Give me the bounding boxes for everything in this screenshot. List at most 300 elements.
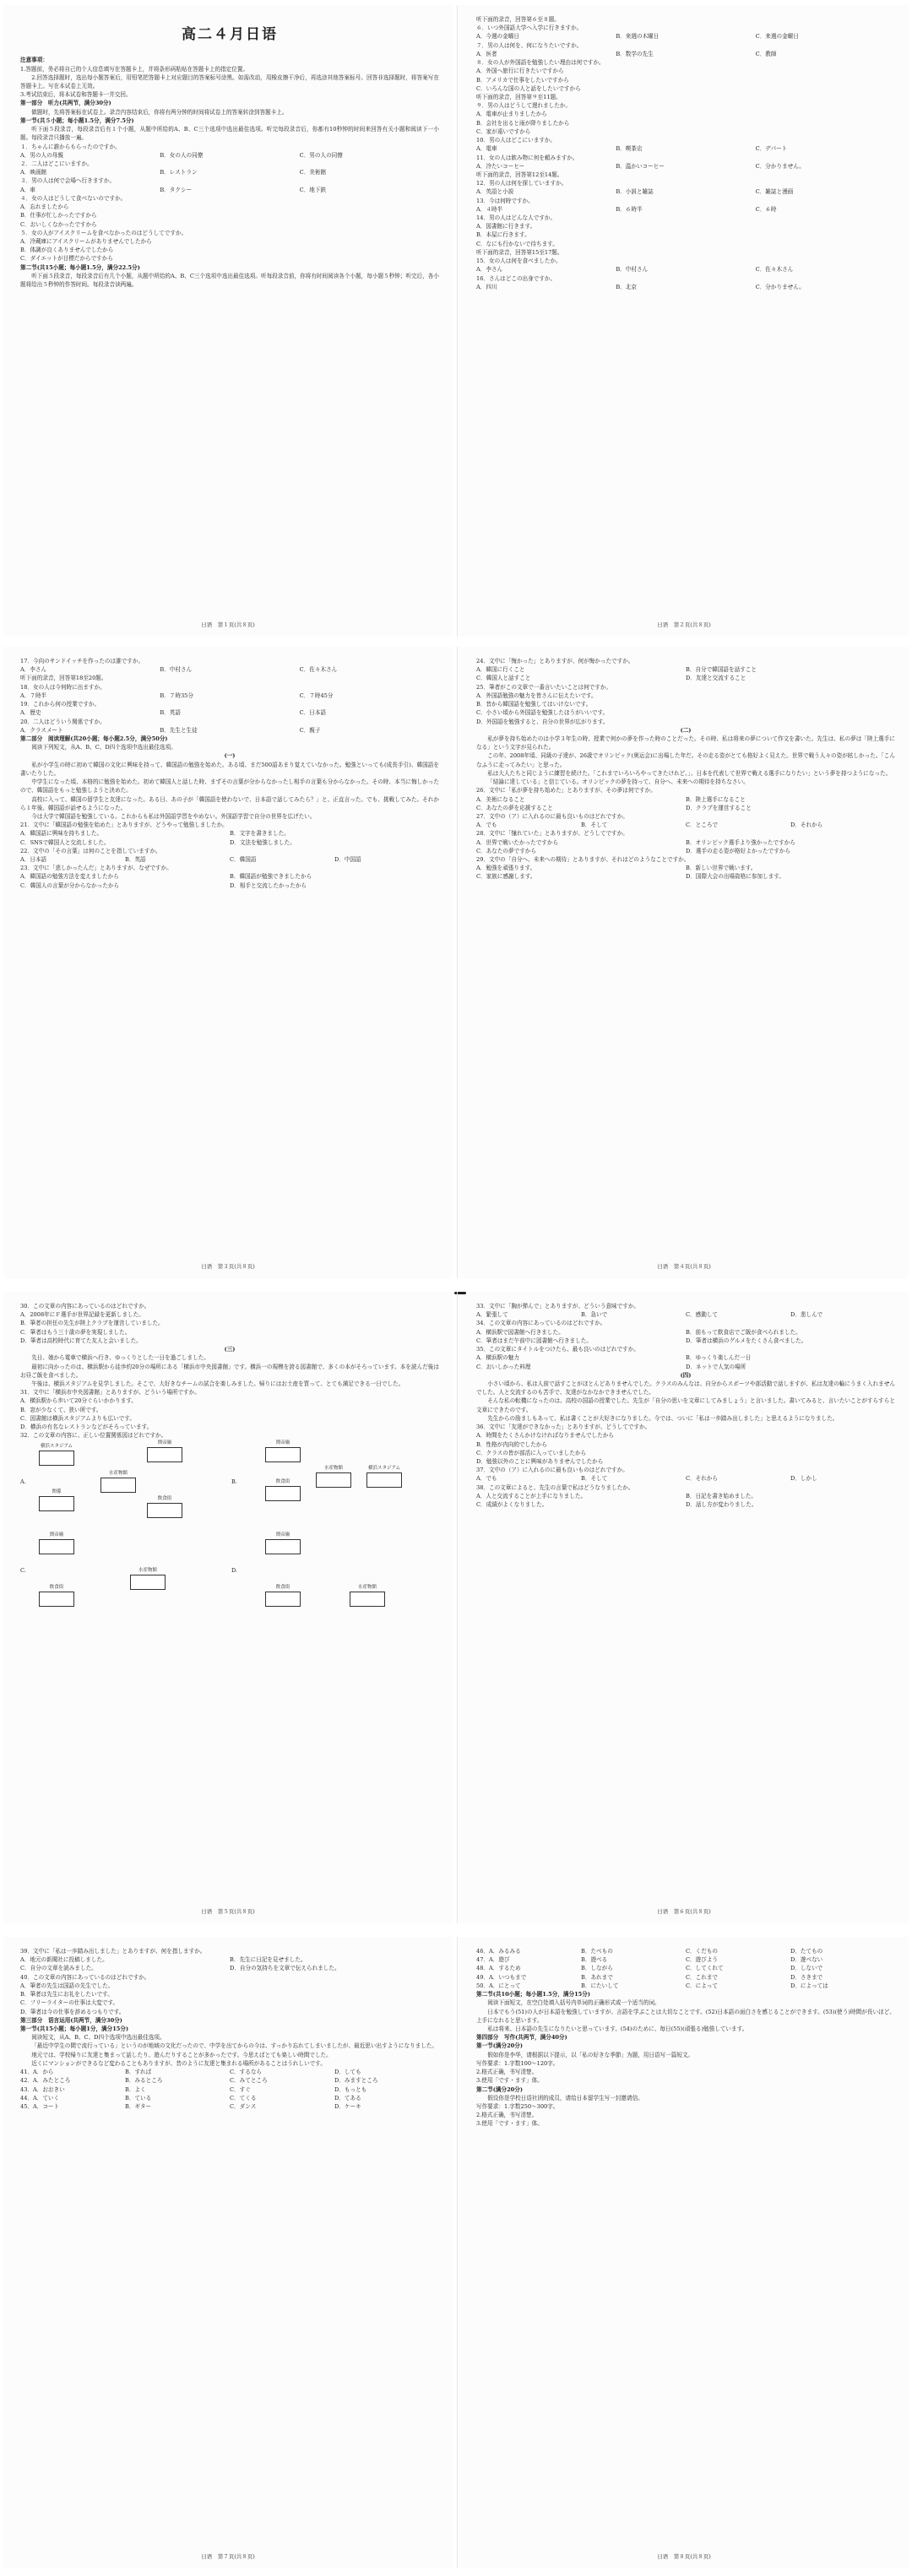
text-line: C．いろんな国の人と話をしたいですから [476,84,581,92]
answer-option: 49．A．いつもまで [476,1973,527,1981]
section-heading: 第四部分 写作(共两节，满分40分) [476,2034,567,2042]
answer-option: A．日本語 [20,856,47,864]
paragraph: 私が小学生の時に初めて韓国の文化に興味を持って、韓国語の勉強を始めた。ある頃、まだ500語あまり覚えていなかった。勉強といっても(成長手引)、韓国語を書いたりした。 [20,761,439,777]
text-line: 12．男の人は何を探していますか。 [476,180,567,187]
text-line: C．なにも行かないで待ちます。 [476,240,558,247]
section-heading: 第二节(共15小题；每小题1.5分，满分22.5分) [20,263,140,271]
answer-option: 46．A．みるみる [476,1948,521,1955]
answer-option: C．おいしかった料理 [476,1363,531,1370]
answer-option: B．英語 [125,856,146,864]
paragraph: 先生からの励ましもあって、私は書くことが大好きになりました。今では、ついに「私は一歩踏み出しました」と思えるようになりました。 [487,1414,839,1422]
diagram-box: 水産物館 [316,1472,351,1488]
paragraph: 假如你是李华，请根据以下提示，以「私の好きな季節」为题，用日语写一篇短文。 [487,2051,694,2058]
answer-options-row [20,2102,439,2111]
text-line: A．2008年にＦ選手が世界記録を更新しました。 [20,1311,144,1319]
section-heading: 第一节(共15小题；每小题1分，满分15分) [20,2025,129,2032]
answer-option: D．悲しんで [790,1311,823,1319]
diagram-label: D. [231,1566,238,1574]
answer-option: C．分かりません。 [755,283,805,290]
page-footer: 日语 第４页(共８页) [657,1263,711,1270]
answer-option: A．冷たいコーヒー [476,162,525,170]
answer-option: 42．A．みたところ [20,2077,71,2085]
text-line: 16．さんはどこの出身ですか。 [476,274,556,282]
answer-option: C．韓国人の言葉が分からなかったから [20,881,120,889]
answer-options-row [476,1363,895,1371]
answer-option: A．クラスメート [20,726,63,734]
answer-option: D．みますところ [334,2077,378,2085]
paragraph: 「最近中学生の間で流行っている」というのが地域の文化だったので、中学を出てからの今は、すっかり忘れてしまいましたが、最近思い出すようになりました。 [31,2042,437,2050]
answer-options-row [20,726,439,735]
page-footer: 日语 第３页(共８页) [201,1263,255,1270]
answer-option: C．デパート [755,145,788,153]
text-line: A．時間をたくさんかけなければなりませんでしたから [476,1432,615,1440]
answer-option: A．医者 [476,50,497,57]
answer-option: B．ゆっくり楽しんだ一日 [686,1354,752,1362]
text-line: 听下面的录音，回答第６至８题。 [476,16,560,23]
answer-option: B．ギター [125,2102,152,2110]
text-line: A．外国語勉強の魅力を皆さんに伝えたいです。 [476,691,597,699]
sheet-1 [3,5,909,637]
answer-option: B．来週の木曜日 [616,33,660,41]
answer-options-row [476,665,895,674]
text-line: ５．女の人がアイスクリームを食べなかったのはどうしてですか。 [20,229,187,236]
answer-option: D．国際大会の出場資格に参加します。 [686,873,784,881]
text-line: C．筆者はもう三十歳の夢を実現しました。 [20,1328,131,1336]
answer-options-row [20,708,439,717]
text-line: C．図書館は横浜スタジアムよりも広いです。 [20,1414,135,1422]
answer-option: B．韓国語が勉強できましたから [230,873,312,881]
paragraph: 「結論に達している」と信じている。オリンピックの夢を持って、自分へ、未来への期待を持ちなさい。 [487,778,749,786]
text-line: 3.使用「です・ます」体。 [476,2077,543,2085]
answer-option: B．北京 [616,283,637,290]
answer-options-row [20,829,439,838]
paragraph: 午後は、横浜スタジアムを見学しました。そこで、大好きなチームの試合を楽しみました。帰りにはお土産を買って、とても満足できる一日でした。 [31,1380,404,1387]
page-8 [459,1937,909,2568]
answer-option: D．てある [334,2094,361,2101]
answer-option: 48．A．するため [476,1965,521,1972]
text-line: C．家が遠いですから [476,127,531,135]
paragraph: 先日、娘から電車で横浜へ行き、ゆっくりとした一日を過ごしました。 [31,1354,209,1362]
text-line: A．電車が止まりましたから [476,111,547,118]
answer-option: D．遊べない [790,1956,823,1964]
text-line: D．筆者は高校時代に育てた友人と会いました。 [20,1337,142,1344]
page-6-content [476,1302,895,1509]
answer-option: A．車 [20,186,35,193]
text-line: C．おいしくなかったですから [20,220,97,228]
answer-options-row [476,1337,895,1345]
exam-title: 高二４月日语 [182,26,278,43]
text-line: 35．この文章にタイトルをつけたら、最も良いのはどれですか。 [476,1346,639,1353]
answer-option: C．教師 [755,50,777,57]
text-line: 22．文中の「その言葉」は何のことを指していますか。 [20,847,161,854]
answer-option: C．これまで [686,1973,719,1981]
page-footer: 日语 第７页(共８页) [201,2553,255,2560]
answer-option: B．数学の先生 [616,50,654,57]
answer-option: D．筆者は横浜のグルメをたくさん食べました。 [686,1337,807,1344]
diagram-box: 横浜スタジアム [39,1451,74,1466]
answer-option: A．電車 [476,145,497,153]
answer-options-row [476,838,895,847]
answer-option: A．４時半 [476,205,503,213]
text-line: ３．男の人は何で会場へ行きますか。 [20,177,116,185]
paragraph: そんな私の転機になったのは、高校の国語の授業でした。先生が「自分の思いを文章にしてみましょう」と言いました。書いてみると、言いたいことがすらすらと文章にできたのです。 [476,1397,895,1413]
answer-option: B．前もって飲食店でご飯が食べられました。 [686,1328,801,1336]
diagram-box: 関帝廟 [39,1539,74,1554]
diagram-label: B. [231,1478,237,1485]
page-3-content [20,657,439,890]
answer-option: A．７時半 [20,691,47,699]
paragraph: 阅读下列短文，从A、B、C、D四个选项中选出最佳选项。 [31,744,176,751]
diagram-box: 水産物館 [350,1592,385,1607]
diagram-option-c [20,1532,198,1613]
paragraph: 最初に向かったのは、横浜駅から徒歩約20分の場所にある「横浜市中央図書館」です。横浜一の規模を誇る図書館で、多くの本がそろっています。本を読んだ後はお昼ご飯を食べました。 [20,1363,439,1379]
page-2 [459,5,909,637]
answer-options-row [476,1310,895,1319]
answer-options-row [476,1474,895,1483]
answer-options-row [20,855,439,864]
diagram-box: 水産物館 [100,1478,136,1493]
answer-option: B．よく [125,2085,146,2093]
answer-options-row [20,151,439,160]
text-line: 听下面的录音，回答第15至17题。 [476,248,563,256]
text-line: 3.使用「です・ます」体。 [476,2120,543,2128]
diagram-label: C. [20,1566,26,1574]
answer-option: B．急いで [581,1311,608,1319]
text-line: B．昔から韓国語を勉強してはいけないです。 [476,701,592,708]
text-line: 30．この文章の内容にあっているのはどれですか。 [20,1303,150,1310]
answer-options-row [476,144,895,153]
answer-option: A．美術になること [476,795,525,803]
text-line: A．図書館に行きます。 [476,223,536,230]
page-footer: 日语 第８页(共８页) [657,2553,711,2560]
text-line: 36．文中に「友達ができなかった」とありますが、どうしてですか。 [476,1424,651,1431]
answer-option: B．にたいして [581,1982,619,1989]
answer-option: B．ている [125,2094,152,2101]
answer-option: C．分かりません。 [755,162,805,170]
answer-options-row [476,205,895,214]
answer-option: D．しかし [790,1475,817,1483]
answer-option: A．緊張して [476,1311,508,1319]
diagram-option-a [20,1440,198,1524]
answer-options-row [476,1500,895,1509]
answer-option: B．６時半 [616,205,643,213]
text-line: 39．文中に「私は一歩踏み出しました」とありますが、何を指しますか。 [20,1948,206,1955]
answer-option: C．ダンス [230,2102,257,2110]
paragraph: 假设你是学校日语社团的成员，请给日本留学生写一封邀请信。 [487,2094,643,2101]
answer-option: B．みるところ [125,2077,163,2085]
answer-options-row [476,265,895,274]
text-line: ４．女の人はどうして食べないのですか。 [20,194,127,202]
paragraph: 私は将来、日本語の先生になりたいと思っています。(54)のために、毎日(55)(頑張る)勉強しています。 [487,2025,748,2032]
text-line: 听下面的录音，回答第18至20题。 [20,675,107,682]
answer-option: A．でも [476,1475,497,1483]
answer-options-row [20,1964,439,1972]
answer-options-row [476,1982,895,1990]
text-line: D．外国語を勉強すると、自分の世界が広がります。 [476,718,609,725]
answer-options-row [20,1955,439,1964]
page-1 [3,5,453,637]
paragraph: 日本でもう(51)の人が日本語を勉強していますが、言語を学ぶことは大切なことです。(52)日本語の面白さを感じることができます。(53)(使う)時間が長いほど、上手になれると思います。 [476,2008,895,2024]
text-line: C．ダイエットが目標だからですから [20,255,113,263]
text-line: 38．この文章によると、先生の言葉で私はどうなりましたか。 [476,1483,634,1491]
answer-options-row [476,187,895,196]
text-line: 写作要求：1.字数100～120字。 [476,2059,559,2067]
paragraph: 今は大学で韓国語を勉強している。これからも私は外国語学習をやめない。外国語学習で自分の世界を広げたい。 [31,812,316,820]
text-line: 37．文中の（ア）に入れるのに最も良いものはどれですか。 [476,1467,628,1474]
answer-option: D．さきまで [790,1973,823,1981]
page-5 [3,1292,453,1923]
answer-option: A．勉強を頑張ります。 [476,865,536,872]
text-line: 40．この文章の内容にあっているのはどれですか。 [20,1973,150,1981]
page-4 [459,647,909,1278]
paragraph: 做题时，先将答案标在试卷上。录音内容结束后，你将有两分钟的时间将试卷上的答案转涂到答题卡上。 [31,108,288,116]
answer-options-row [476,795,895,804]
diagram-box: 飲食街 [39,1592,74,1607]
answer-options-row [20,665,439,674]
answer-option: 47．A．遊び [476,1956,510,1964]
text-line: 2.格式正确，书写清楚。 [476,2112,538,2119]
text-line: 31．文中に「横浜市中央図書館」とありますが、どういう場所ですか。 [20,1389,200,1396]
section-heading: 第二节(共10小题；每小题1.5分，满分15分) [476,1991,590,1998]
answer-option: C．すぐ [230,2085,251,2093]
text-line: C．クラスの皆が部活に入っていましたから [476,1449,587,1456]
diagram-label: A. [20,1478,26,1485]
answer-option: C．それから [686,1475,719,1483]
answer-option: C．来週の金曜日 [755,33,799,41]
answer-options-row [476,1973,895,1982]
answer-option: B．自分で韓国語を話すこと [686,666,757,674]
text-line: 27．文中の（ア）に入れるのに最も良いものはどれですか。 [476,812,628,820]
answer-option: C．自分の文章を読みました。 [20,1965,97,1972]
answer-option: 44．A．ていく [20,2094,60,2101]
text-line: C．フリーライターの仕事は大変です。 [20,1999,119,2007]
answer-option: A．横浜駅で図書館へ行きました。 [476,1328,564,1336]
text-line: B．仕事が忙しかったですから [20,212,97,220]
diagram-box: 関係 [39,1496,74,1511]
answer-option: C．てくる [230,2094,257,2101]
answer-option: B．タクシー [160,186,193,193]
section-heading: 第一节(共５小题；每小题1.5分，满分7.5分) [20,117,134,124]
answer-option: A．今週の金曜日 [476,33,519,41]
answer-option: B．オリンピック選手より強かったですから [686,838,795,846]
answer-option: D．友達と交流すること [686,675,746,682]
text-line: 23．文中に「悲しかったんだ」とありますが、なぜですか。 [20,865,172,872]
diagram-box: 飲食街 [147,1503,182,1518]
text-line: ７．男の人は何を、何になりたいですか。 [476,41,583,49]
text-line: １．ちゃんに誰からもらったのですか。 [20,143,121,150]
text-line: ９．男の人はどうして遅れましたか。 [476,102,572,110]
section-heading: 第二节(满分20分) [476,2085,523,2093]
answer-option: D．ケーキ [334,2102,361,2110]
scan-mark [454,1292,466,1294]
answer-option: A．四川 [476,283,497,290]
text-line: B．窓が少なくて、狭い所です。 [20,1406,102,1413]
passage-number: (二) [680,726,692,734]
text-line: B．アメリカで仕事をしたいですから [476,76,569,84]
answer-options-row [476,1328,895,1337]
answer-option: A．李さん [20,666,47,674]
answer-option: D．たてもの [790,1948,823,1955]
location-diagrams [20,1440,439,1617]
text-line: 21．文中に「韓国語の勉強を始めた」とありますが、どうやって勉強しましたか。 [20,822,228,829]
sheet-2 [3,647,909,1278]
answer-option: C．男の人の同僚 [299,151,343,159]
passage-number: (一) [224,752,236,760]
answer-option: D．しても [334,2069,361,2076]
answer-option: C．あなたの夢ですから [476,847,536,854]
page-3 [3,647,453,1278]
page-7-content [20,1947,439,2111]
page-5-content [20,1302,439,1440]
answer-option: D．によっては [790,1982,828,1989]
text-line: 10．男の人はどこにいますか。 [476,137,556,144]
answer-option: B．新しい世界で戦います。 [686,865,757,872]
diagram-box: 横浜スタジアム [366,1472,402,1488]
answer-option: A．韓国語に興味を持ちました。 [20,830,103,838]
diagram-box: 飲食街 [265,1486,301,1501]
answer-option: C．韓国語 [230,856,257,864]
answer-option: D．文法を勉強しました。 [230,838,296,846]
answer-options-row [20,186,439,194]
answer-option: D．自分の気持ちを文章で伝えられました。 [230,1965,340,1972]
text-line: C．小さい頃から外国語を勉強したほうがいいです。 [476,709,609,717]
answer-option: A．韓国に行くこと [476,666,525,674]
text-line: D．勉強以外のことに興味がありませんでしたから [476,1457,604,1465]
page-footer: 日语 第６页(共８页) [657,1908,711,1915]
answer-option: C．地下鉄 [299,186,327,193]
answer-option: C．あなたの夢を応援すること [476,804,553,811]
answer-options-row [476,1947,895,1955]
text-line: 25．筆者がこの文章で一番言いたいことは何ですか。 [476,683,612,691]
answer-options-row [476,674,895,682]
text-line: B．性格が内向的でしたから [476,1440,547,1448]
diagram-box: 関帝廟 [265,1447,301,1462]
page-2-content [476,15,895,291]
text-line: ２．二人はどこにいますか。 [20,160,93,167]
diagram-box: 関帝廟 [265,1539,301,1554]
answer-option: B．あれまで [581,1973,613,1981]
answer-option: C．佐々木さん [299,666,338,674]
paragraph: 听下面５段录音，每段录音后有几个小题，从题中所给的A、B、C三个选项中选出最佳选项。听每段录音前，你将有时间阅读各个小题，每小题５秒钟；听完后，各小题将给出５秒钟的作答时间。每段录音读两遍。 [20,272,439,289]
answer-option: C．７時45分 [299,691,334,699]
answer-option: B．文字を書きました。 [230,830,290,838]
section-heading: 第一部分 听力(共两节，满分30分) [20,100,111,107]
answer-option: C．くだもの [686,1948,719,1955]
text-line: 写作要求：1.字数250～300字。 [476,2102,559,2110]
answer-option: A．男の人の母親 [20,151,63,159]
answer-options-row [476,821,895,829]
answer-option: C．するなら [230,2069,263,2076]
answer-option: C．韓国人と話すこと [476,675,531,682]
diagram-box: 飲食街 [265,1592,301,1607]
answer-option: B．温かいコーヒー [616,162,665,170]
text-line: 听下面的录音，回答第12至14题。 [476,171,563,178]
paragraph: 高校に入って、韓国の留学生と友達になった。ある日、あの子が「韓国語を使わないで、日本語で話してみたら？」と、正直言った。でも、挑戦してみた。それから１年後、韓国語が話せるようになった。 [20,795,439,811]
answer-options-row [476,50,895,58]
answer-options-row [476,1964,895,1972]
answer-option: B．先生と生徒 [160,726,198,734]
page-4-content [476,657,895,881]
paragraph: 近くにマンションができるなど変わることもありますが、昔のように友達と集まれる場所があることはうれしいです。 [31,2059,326,2067]
answer-options-row [476,32,895,41]
answer-option: A．映画館 [20,169,47,176]
answer-option: C．佐々木さん [755,266,794,274]
answer-options-row [476,1492,895,1500]
answer-options-row [20,2068,439,2076]
answer-option: B．女の人の同僚 [160,151,204,159]
answer-option: B．日記を書き始めました。 [686,1492,757,1500]
answer-option: B．先生に日記を見せました。 [230,1956,307,1964]
paragraph: 阅读下面短文，在空白处填入括号内单词的正确形式或一个适当的词。 [487,1999,660,2007]
answer-options-row [476,847,895,855]
answer-option: A．韓国語の勉強方法を変えましたから [20,873,119,881]
text-line: 1.答题前，务必将自己的个人信息填写在答题卡上，并将条形码粘贴在答题卡上的指定位置。 [20,65,249,73]
answer-options-row [476,864,895,872]
answer-option: A．歴史 [20,709,41,717]
text-line: 听下面的录音，回答第９至11题。 [476,93,562,100]
text-line: ６．いつ外国語大学へ入学に行きますか。 [476,24,583,32]
paragraph: 私は大人たちと同じように練習を続けた。「これまでいろいろやってきたけれど、」、日本を代表して世界で戦える選手になりたい」という夢を持つようになった。 [487,769,892,777]
text-line: 15．女の人は何を食べましたか。 [476,258,562,265]
answer-option: C．してくれて [686,1965,724,1972]
paragraph: 阅读短文，从A、B、C、D四个选项中选出最佳选项。 [31,2034,166,2042]
section-heading: 第一节(满分20分) [476,2042,523,2050]
text-line: A．冷蔵庫にアイスクリームがありませんでしたから [20,237,152,245]
answer-option: C．美術館 [299,169,327,176]
answer-option: D．ネットで人気の場所 [686,1363,746,1370]
answer-option: C．日本語 [299,709,327,717]
section-heading: 第二部分 阅读理解(共20小题；每小题2.5分，满分50分) [20,735,168,742]
answer-options-row [20,872,439,881]
answer-option: D．もっとも [334,2085,367,2093]
answer-option: 41．A．から [20,2069,54,2076]
answer-option: C．によって [686,1982,719,1989]
answer-option: D．しないで [790,1965,823,1972]
answer-option: B．すれば [125,2069,152,2076]
page-7 [3,1937,453,2568]
answer-option: B．中村さん [616,266,649,274]
paragraph: 中学生になった頃、本格的に勉強を始めた。初めて韓国人と話した時、まずその言葉が分からなかったし相手の言葉も分からなかった。その時、本当に悔しかったので、韓国語をもっと勉強しようと決めた。 [20,778,439,794]
answer-option: A．世界で戦いたかったですから [476,838,559,846]
answer-option: 43．A．おおきい [20,2085,65,2093]
text-line: 11．女の人は飲み物に何を頼みますか。 [476,154,578,161]
answer-option: C．筆者はまだ午前中に図書館へ行きました。 [476,1337,592,1344]
text-line: D．筆者は今の仕事を辞めるつもりです。 [20,2008,125,2015]
text-line: B．会社を出ると雨が降りましたから [476,119,570,127]
paragraph: 2.回答选择题时，选出每小题答案后，用铅笔把答题卡上对应题目的答案标号涂黑。如需改动，用橡皮擦干净后，再选涂其他答案标号。回答非选择题时，将答案写在答题卡上。写在本试卷上无效。 [20,73,439,89]
text-line: B．筆者は先生にお礼をしたいです。 [20,1991,113,1998]
text-line: A．横浜駅から歩いて20分ぐらいかかります。 [20,1397,137,1405]
text-line: 18．女の人は今何時に出ますか。 [20,683,106,691]
answer-options-row [476,1353,895,1362]
answer-option: B．７時35分 [160,691,193,699]
answer-option: C．SNSで韓国人と交流しました。 [20,838,110,846]
text-line: A．外国へ旅行に行きたいですから [476,68,564,75]
text-line: B．体調が良くありませんでしたから [20,247,114,254]
answer-option: 45．A．コート [20,2102,60,2110]
answer-option: D．クラブを運営すること [686,804,752,811]
diagram-box: 関帝廟 [147,1447,182,1462]
text-line: 17．今向のサンドイッチを作ったのは誰ですか。 [20,658,144,664]
answer-options-row [476,283,895,291]
answer-option: A．人と交流することが上手になりました。 [476,1492,587,1500]
text-line: 3.考试结束后，将本试卷和答题卡一并交回。 [20,91,132,99]
answer-options-row [476,1955,895,1964]
answer-option: A．地元の新聞社に投稿しました。 [20,1956,108,1964]
answer-options-row [20,168,439,176]
answer-option: C．家族に感謝します。 [476,873,536,881]
answer-option: D．相手と交流したかったから [230,881,307,889]
